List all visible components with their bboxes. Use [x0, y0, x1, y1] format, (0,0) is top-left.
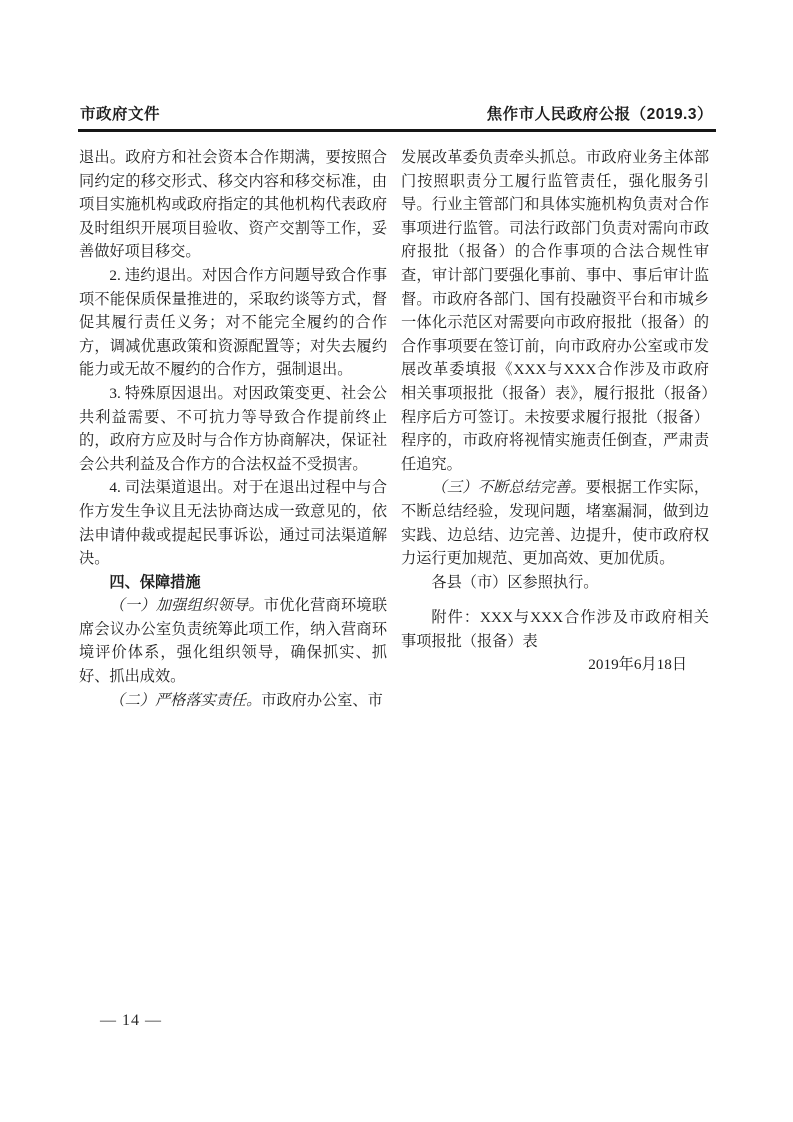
header-right-title: 焦作市人民政府公报（2019.3） — [486, 106, 713, 123]
paragraph-body: （一）加强组织领导。市优化营商环境联席会议办公室负责统筹此项工作，纳入营商环境评价体系，强化组织领导，确保抓实、抓好、抓出成效。 — [79, 597, 388, 686]
paragraph-lead: （二）严格落实责任。 — [109, 691, 262, 709]
paragraph-body: 发展改革委负责牵头抓总。市政府业务主体部门按照职责分工履行监管责任，强化服务引导。行业主管部门和具体实施机构负责对合作事项进行监管。司法行政部门负责对需向市政府报批（报备）的合作事项的合法合规性审查，审计部门要强化事前、事中、事后审计监督。市政府各部门、国有投融资平台和市城乡一体化示范区对需要向市政府报批（报备）的合作事项要在签订前，向市政府办公室或市发展改革委填报《XXX与XXX合作涉及市政府相关事项报批（报备）表》，履行报批（报备）程序后方可签订。未按要求履行报批（报备）程序的，市政府将视情实施责任倒查，严肃责任追究。 — [401, 149, 709, 473]
paragraph-body: 4. 司法渠道退出。对于在退出过程中与合作方发生争议且无法协商达成一致意见的，依法申请仲裁或提起民事诉讼，通过司法渠道解决。 — [79, 479, 387, 568]
paragraph-heading: 四、保障措施 — [109, 573, 201, 591]
left-column — [79, 146, 387, 712]
page-number: — 14 — — [100, 1012, 162, 1029]
paragraph-body: 各县（市）区参照执行。 — [431, 573, 599, 591]
paragraph-attachment: 附件：XXX与XXX合作涉及市政府相关事项报批（报备）表 — [401, 609, 709, 650]
paragraph-body: （三）不断总结完善。要根据工作实际，不断总结经验，发现问题，堵塞漏洞，做到边实践、边总结、边完善、边提升，使市政府权力运行更加规范、更加高效、更加优质。 — [401, 479, 710, 568]
paragraph-body: 2. 违约退出。对因合作方问题导致合作事项不能保质保量推进的，采取约谈等方式，督促其履行责任义务；对不能完全履约的合作方，调减优惠政策和资源配置等；对失去履约能力或无故不履约的合作方，强制退出。 — [79, 266, 387, 379]
paragraph-lead: （一）加强组织领导。 — [109, 597, 264, 615]
paragraph-body: 退出。政府方和社会资本合作期满，要按照合同约定的移交形式、移交内容和移交标准，由项目实施机构或政府指定的其他机构代表政府及时组织开展项目验收、资产交割等工作，妥善做好项目移交。 — [79, 149, 387, 261]
paragraph-lead: （三）不断总结完善。 — [431, 479, 586, 497]
paragraph-body: （二）严格落实责任。市政府办公室、市 — [109, 691, 383, 709]
header-left-title: 市政府文件 — [80, 106, 161, 123]
paragraph-body: 3. 特殊原因退出。对因政策变更、社会公共利益需要、不可抗力等导致合作提前终止的，政府方应及时与合作方协商解决，保证社会公共利益及合作方的合法权益不受损害。 — [79, 384, 387, 473]
paragraph-date: 2019年6月18日 — [588, 656, 687, 674]
document-body — [79, 146, 709, 712]
page-header — [80, 102, 713, 124]
header-rule — [78, 129, 716, 132]
right-column — [401, 146, 709, 712]
